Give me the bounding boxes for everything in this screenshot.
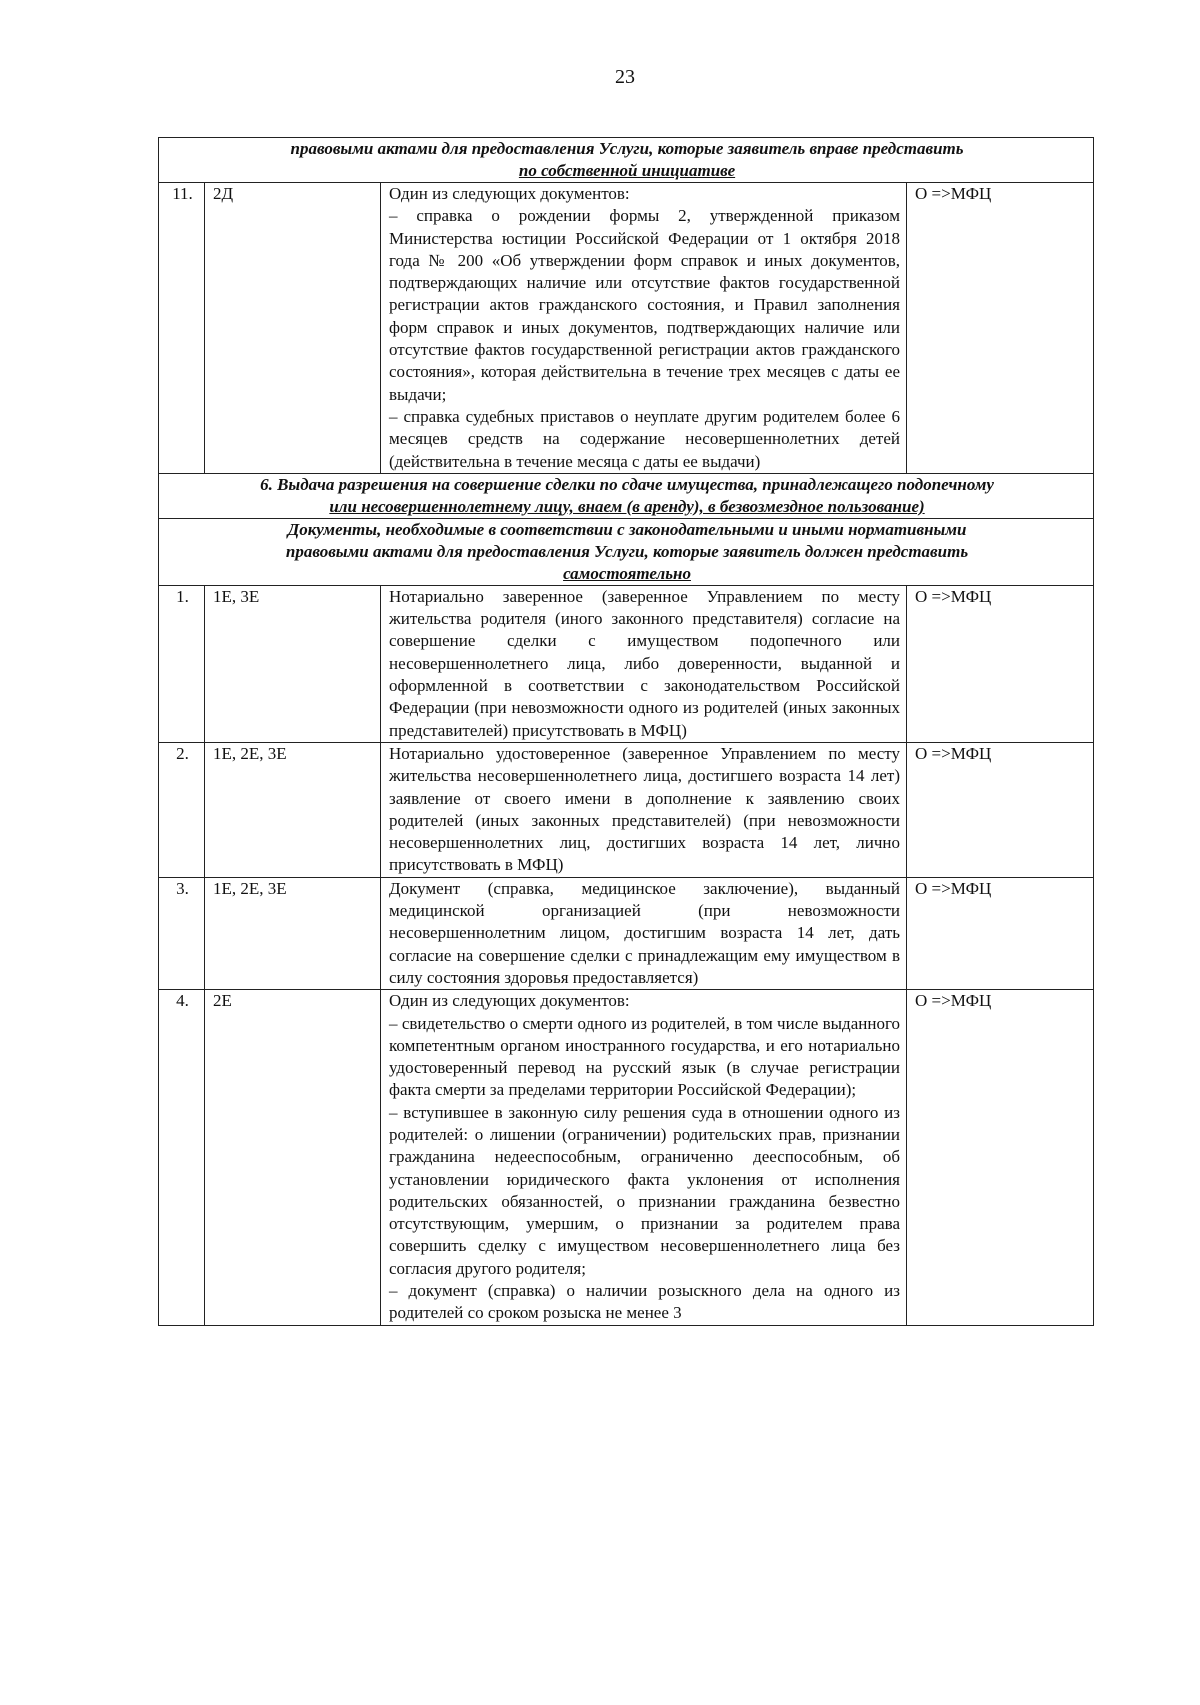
submission-route: О =>МФЦ: [907, 877, 1094, 989]
row-number: 1.: [159, 585, 205, 742]
submission-route: О =>МФЦ: [907, 742, 1094, 877]
document-description: [381, 585, 907, 742]
document-description: [381, 990, 907, 1325]
table-row: [159, 877, 1094, 989]
submission-route: О =>МФЦ: [907, 585, 1094, 742]
section-header-line: по собственной инициативе: [518, 161, 736, 180]
section-header: [159, 138, 1094, 183]
table-row: [159, 990, 1094, 1325]
section-header-line: Документы, необходимые в соответствии с законодательными и иными нормативными: [287, 519, 967, 539]
table-row: [159, 742, 1094, 877]
applicant-codes: 1Е, 2Е, 3Е: [205, 742, 381, 877]
applicant-codes: 1Е, 3Е: [205, 585, 381, 742]
page-number: 23: [615, 66, 635, 88]
section-title-line: или несовершеннолетнему лицу, внаем (в аренду), в безвозмездное пользование): [329, 496, 925, 516]
description-paragraph: – справка о рождении формы 2, утвержденной приказом Министерства юстиции Российской Федерации от 1 октября 2018 года № 200 «Об утверждении форм справок и иных документов, подтверждающих наличие или отсутствие фактов государственной регистрации актов гражданского состояния, и Правил заполнения форм справок и иных документов, подтверждающих наличие или отсутствие фактов государственной регистрации актов гражданского состояния», которая действительна в течение трех месяцев с даты ее выдачи;: [389, 206, 900, 404]
description-paragraph-truncated: – документ (справка) о наличии розыскного дела на одного из родителей со сроком розыска не менее 3: [389, 1281, 900, 1323]
section-header-line: правовыми актами для предоставления Услуги, которые заявитель должен представить: [285, 541, 969, 561]
row-number: 11.: [159, 183, 205, 474]
section-header-cell: [159, 518, 1094, 585]
applicant-codes: 1Е, 2Е, 3Е: [205, 877, 381, 989]
document-description: [381, 877, 907, 989]
description-paragraph: Документ (справка, медицинское заключение), выданный медицинской организацией (при невозможности несовершеннолетним лицом, достигшим возраста 14 лет, дать согласие на совершение сделки с принадлежащим ему имуществом в силу состояния здоровья предоставляется): [389, 878, 900, 987]
document-description: [381, 183, 907, 474]
description-paragraph: Один из следующих документов:: [389, 184, 630, 203]
document-table: [158, 137, 1094, 1326]
description-paragraph: – справка судебных приставов о неуплате другим родителем более 6 месяцев средств на содержание несовершеннолетних детей (действительна в течение месяца с даты ее выдачи): [389, 406, 900, 471]
applicant-codes: 2Е: [205, 990, 381, 1325]
section-title-line: 6. Выдача разрешения на совершение сделки по сдаче имущества, принадлежащего подопечному: [260, 474, 994, 494]
section-title-row: [159, 473, 1094, 518]
submission-route: О =>МФЦ: [907, 990, 1094, 1325]
section-header: [159, 518, 1094, 585]
row-number: 2.: [159, 742, 205, 877]
section-title-cell: [159, 473, 1094, 518]
document-description: [381, 742, 907, 877]
table-row: [159, 585, 1094, 742]
section-header-cell: [159, 138, 1094, 183]
applicant-codes: 2Д: [205, 183, 381, 474]
description-paragraph: – свидетельство о смерти одного из родителей, в том числе выданного компетентным органом иностранного государства, и его нотариально удостоверенный перевод на русский язык (в случае регистрации факта смерти за пределами территории Российской Федерации);: [389, 1013, 900, 1100]
row-number: 4.: [159, 990, 205, 1325]
section-header-line: самостоятельно: [563, 563, 691, 583]
description-paragraph: Нотариально удостоверенное (заверенное Управлением по месту жительства несовершеннолетнего лица, достигшего возраста 14 лет) заявление от своего имени в дополнение к заявлению своих родителей (иных законных представителей) (при невозможности несовершеннолетних лиц, достигших возраста 14 лет, лично присутствовать в МФЦ): [389, 743, 900, 875]
row-number: 3.: [159, 877, 205, 989]
description-paragraph: Нотариально заверенное (заверенное Управлением по месту жительства родителя (иного законного представителя) согласие на совершение сделки с имуществом подопечного или несовершеннолетнего лица, либо доверенности, выданной и оформленной в соответствии с законодательством Российской Федерации (при невозможности одного из родителей (иных законных представителей) присутствовать в МФЦ): [389, 586, 900, 740]
section-header-line: правовыми актами для предоставления Услуги, которые заявитель вправе представить: [290, 139, 964, 158]
table-row: [159, 183, 1094, 474]
submission-route: О =>МФЦ: [907, 183, 1094, 474]
description-paragraph: – вступившее в законную силу решения суда в отношении одного из родителей: о лишении (ограничении) родительских прав, признании гражданина недееспособным, ограниченно дееспособным, об установлении юридического факта уклонения от исполнения родительских обязанностей, о признании гражданина безвестно отсутствующим, умершим, о признании за родителем права совершить сделку с имуществом несовершеннолетнего лица без согласия другого родителя;: [389, 1102, 900, 1278]
description-paragraph: Один из следующих документов:: [389, 991, 630, 1011]
